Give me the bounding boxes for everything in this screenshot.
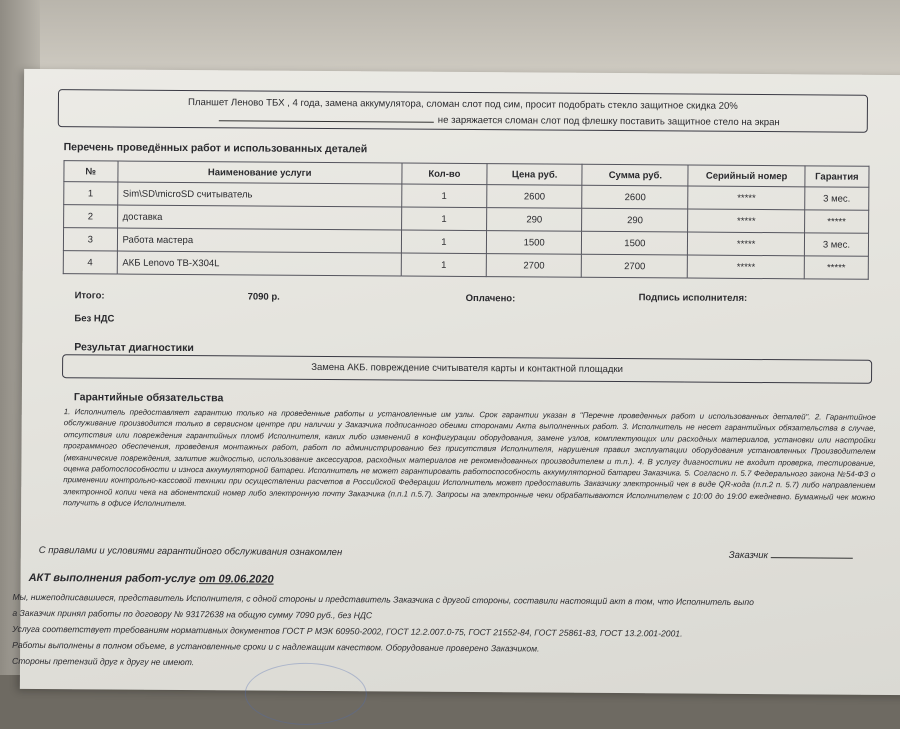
- row-price: 2600: [487, 185, 583, 209]
- diagnostics-title: Результат диагностики: [74, 341, 194, 355]
- row-name: доставка: [117, 205, 402, 230]
- row-qty: 1: [401, 230, 486, 254]
- act-line: а Заказчик принял работы по договору № 93172638 на общую сумму 7090 руб., без НДС: [12, 607, 373, 621]
- row-warranty: 3 мес.: [804, 233, 868, 256]
- row-num: 1: [64, 182, 118, 205]
- row-num: 4: [63, 251, 117, 274]
- row-sum: 290: [582, 208, 688, 232]
- total-value: 7090 р.: [247, 291, 280, 303]
- act-title-prefix: АКТ выполнения работ-услуг: [28, 571, 200, 586]
- col-name: Наименование услуги: [117, 161, 402, 184]
- diagnostics-result: Замена АКБ. повреждение считывателя карты и контактной площадки: [62, 354, 872, 384]
- guarantee-title: Гарантийные обязательства: [73, 391, 224, 405]
- row-price: 2700: [486, 254, 582, 278]
- customer-sign-line: [771, 557, 853, 559]
- act-line: Услуга соответствует требованиям нормативных документов ГОСТ Р МЭК 60950-2002, ГОСТ 12.2.007.0-75, ГОСТ 21552-84, ГОСТ 25861-83, ГОСТ 13.2.001-2001.: [12, 623, 683, 639]
- act-line: Работы выполнены в полном объеме, в установленные сроки и с надлежащим качеством. Оборудование проверено Заказчиком.: [12, 639, 540, 654]
- device-description-box: [58, 89, 868, 133]
- customer-sign: [729, 550, 853, 562]
- row-name: АКБ Lenovo TB-X304L: [117, 251, 402, 276]
- agree-text: С правилами и условиями гарантийного обслуживания ознакомлен: [38, 545, 343, 559]
- customer-label: Заказчик: [728, 549, 769, 562]
- table-row: [63, 251, 868, 280]
- row-sum: 1500: [582, 231, 688, 255]
- stamp-mark: [245, 662, 367, 725]
- row-price: 1500: [486, 231, 582, 255]
- row-serial: *****: [688, 209, 805, 233]
- act-body: [12, 589, 893, 675]
- row-num: 2: [64, 205, 118, 228]
- col-qty: Кол-во: [402, 163, 487, 185]
- row-serial: *****: [688, 186, 805, 210]
- device-description-line2: [219, 113, 780, 128]
- col-serial: Серийный номер: [688, 165, 805, 187]
- works-title: Перечень проведённых работ и использованных деталей: [63, 141, 368, 156]
- row-warranty: *****: [804, 256, 868, 279]
- row-sum: 2700: [582, 254, 688, 278]
- col-sum: Сумма руб.: [582, 164, 688, 186]
- act-date: от 09.06.2020: [198, 573, 274, 586]
- row-price: 290: [486, 208, 582, 232]
- row-sum: 2600: [582, 185, 688, 209]
- blank-underline: [219, 120, 434, 123]
- device-description-line2-text: не заряжается сломан слот под флешку поставить защитное стело на экран: [437, 114, 780, 129]
- row-qty: 1: [402, 184, 487, 208]
- signature-label: Подпись исполнителя:: [638, 292, 748, 304]
- paid-label: Оплачено:: [465, 292, 516, 305]
- col-warranty: Гарантия: [805, 166, 869, 187]
- col-num: №: [64, 161, 118, 182]
- row-warranty: *****: [804, 210, 868, 233]
- row-serial: *****: [688, 232, 805, 256]
- act-line: Стороны претензий друг к другу не имеют.: [12, 655, 195, 668]
- row-num: 3: [63, 228, 117, 251]
- row-serial: *****: [688, 255, 805, 279]
- row-qty: 1: [401, 253, 486, 277]
- row-warranty: 3 мес.: [805, 187, 869, 210]
- act-line: Мы, нижеподписавшиеся, представитель Исполнителя, с одной стороны и представитель Заказчика с другой стороны, составили настоящий акт в том, что Исполнитель выпо: [12, 591, 754, 608]
- act-title: [29, 572, 274, 586]
- works-table: [63, 160, 870, 280]
- vat-label: Без НДС: [74, 313, 115, 325]
- total-label: Итого:: [74, 290, 105, 302]
- guarantee-text: 1. Исполнитель предоставляет гарантию только на проведенные работы и установленные им узлы. Срок гарантии указан в "Перечне проведенных работ и использованных деталей". 2. Гарантийное обслуживание производится только в сервисном центре при наличии у Заказчика подписанного обеими сторонами Акта выполненных работ. 3. Исполнитель не несет гарантийных обязательства в случае, отсутствия или повреждения гарантийных пломб Исполнителя, каких либо изменений в конфигурации оборудования, замене узлов, комплектующих или расходных материалов, установки или настройки программного обеспечения, проведения монтажных работ, работ по администрированию без присутствия Исполнителя, нарушения правил эксплуатации оборудования установленных Производителем (механические повреждения, залитие жидкостью, использование аксессуаров, расходных материалов не рекомендованных производителем и т.п.). 4. В услугу диагностики не входит проверка, тестирование, оценка работоспособности и износа аккумуляторной батареи. Исполнитель не может гарантировать работоспособность аккумуляторной батареи Заказчика. 5. Согласно п. 5.7 Федерального закона №54-ФЗ о применении контрольно-кассовой техники при осуществлении расчетов в Российской Федерации Исполнитель может предоставить Заказчику электронный чек в виде QR-кода (п.п.2 п. 5.7) либо направлением электронной копии чека на абонентский номер либо электронную почту Заказчика (п.п.1 п.5.7). Запросы на электронные чеки обрабатываются Исполнителем с 10:00 до 19:00 ежедневно. Бумажный чек можно получить в офисе Исполнителя.: [63, 407, 876, 509]
- device-description-line1: Планшет Леново ТБХ , 4 года, замена аккумулятора, сломан слот под сим, просит подобрать стекло защитное скидка 20%: [187, 97, 738, 112]
- row-name: Sim\SD\microSD считыватель: [117, 182, 402, 207]
- row-name: Работа мастера: [117, 228, 402, 253]
- col-price: Цена руб.: [487, 164, 583, 186]
- document-sheet: [12, 69, 900, 695]
- row-qty: 1: [401, 207, 486, 231]
